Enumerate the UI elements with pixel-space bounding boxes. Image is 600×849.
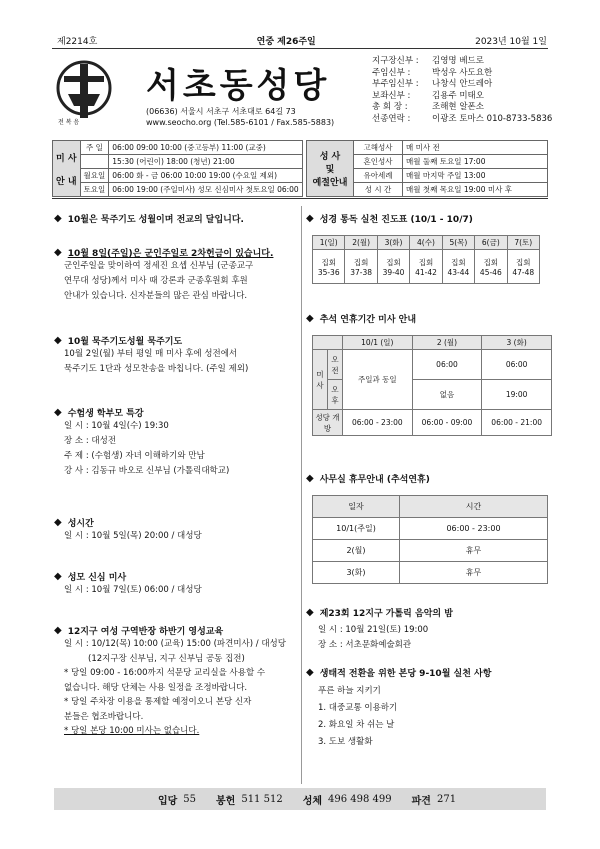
top-rule <box>52 48 548 49</box>
bible-reading-section <box>306 212 551 284</box>
offertory-label: 봉헌 <box>216 795 236 807</box>
dismissal-label: 파견 <box>411 795 431 807</box>
diamond-icon: ◆ <box>306 473 314 484</box>
notice-holy-hour: ◆ 성시간 일 시 : 10월 5일(목) 20:00 / 대성당 <box>54 517 202 541</box>
mass-label: 미 사 안 내 <box>53 141 81 197</box>
notice-mission-month <box>54 212 299 225</box>
concert-section: ◆ 제23회 12지구 가톨릭 음악의 밤 일 시 : 10월 21일(토) 19:00 장 소 : 서초문화예술회관 <box>306 607 453 650</box>
notice-title: 수험생 학부모 특강 <box>67 409 144 419</box>
diamond-icon: ◆ <box>54 517 62 528</box>
staff-row: 부주임신부 : 나창식 안드레아 <box>372 79 493 89</box>
diamond-icon: ◆ <box>54 407 62 418</box>
section-rule <box>52 198 548 199</box>
staff-row: 지구장신부 : 김영명 베드로 <box>372 56 484 66</box>
svg-text:전 복 음: 전 복 음 <box>58 119 80 126</box>
liturgical-season: 연중 제26주일 <box>256 37 316 47</box>
diamond-icon: ◆ <box>54 247 62 258</box>
notice-title: 12지구 여성 구역반장 하반기 영성교육 <box>67 627 224 637</box>
notice-title: 성모 신심 미사 <box>67 573 127 583</box>
notice-title: 성시간 <box>67 519 94 529</box>
section-title: 성경 통독 실천 진도표 (10/1 - 10/7) <box>319 215 473 225</box>
reading-table: 1(일) 2(월) 3(화) 4(수) 5(목) 6(금) 7(토) 집회 35-36 집회 37-38 집회 39-40 집회 41-42 집회 43-44 집회 45-46 집회 47-48 <box>312 235 540 284</box>
notice-marian-mass: ◆ 성모 신심 미사 일 시 : 10월 7일(토) 06:00 / 대성당 <box>54 571 202 595</box>
notice-women-education: ◆ 12지구 여성 구역반장 하반기 영성교육 일 시 : 10/12(목) 10:00 (교육) 15:00 (파견미사) / 대성당 (12지구장 신부님, 지구 신부님 공동 집전) * 당일 09:00 - 16:00까지 석문당 교리실을 사용할 수 없습니다. 해당 단체는 사용 일정을 조정바랍니다. * 당일 주차장 이용을 통제할 예정이오니 본당 신자 분들은 협조바랍니다. * 당일 본당 10:00 미사는 없습니다. <box>54 625 286 736</box>
diamond-icon: ◆ <box>306 313 314 324</box>
notice-title: 10월 묵주기도성월 묵주기도 <box>67 337 183 347</box>
eco-section: ◆ 생태적 전환을 위한 본당 9-10월 실천 사항 푸른 하늘 지키기 1. 대중교통 이용하기 2. 화요일 차 쉬는 날 3. 도보 생활화 <box>306 667 492 747</box>
staff-row: 보좌신부 : 김용주 미태오 <box>372 90 484 101</box>
office-closure-section <box>306 472 551 584</box>
parish-contact: www.seocho.org (Tel.585-6101 / Fax.585-5883) <box>146 118 335 127</box>
office-table: 일자 시간 10/1(주일) 06:00 - 23:00 2(월) 휴무 3(화) 휴무 <box>312 495 548 584</box>
top-line <box>57 34 547 47</box>
chuseok-mass-section <box>306 312 551 436</box>
diamond-icon: ◆ <box>306 213 314 224</box>
entrance-label: 입당 <box>157 795 178 807</box>
staff-row: 선종연락 : 이광조 토마스 010-8733-5836 <box>372 113 553 124</box>
notice-rosary: ◆ 10월 묵주기도성월 묵주기도 10월 2일(월) 부터 평일 매 미사 후에 성전에서 묵주기도 1단과 성모찬송을 바칩니다. (주일 제외) <box>54 335 249 374</box>
notice-parent-lecture: ◆ 수험생 학부모 특강 일 시 : 10월 4일(수) 19:30 장 소 : 대성전 주 제 : (수험생) 자녀 이해하기와 만남 강 사 : 김동규 바오로 신부님 (가톨릭대학교) <box>54 407 230 476</box>
parish-title: 서초동성당 <box>146 66 331 106</box>
notice-military-sunday: ◆ 10월 8일(주일)은 군인주일로 2차헌금이 있습니다. 군인주일을 맞이하여 정세진 요셉 신부님 (군종교구 연무대 성당)께서 미사 때 강론과 군종후원회 후원 안내가 있습니다. 신자분들의 많은 관심 바랍니다. <box>54 247 274 301</box>
parish-address-block <box>146 106 334 128</box>
diamond-icon: ◆ <box>54 213 62 224</box>
notice-title: 10월은 묵주기도 성월이며 전교의 달입니다. <box>67 215 244 225</box>
section-title: 생태적 전환을 위한 본당 9-10월 실천 사항 <box>319 669 492 679</box>
staff-list <box>372 56 552 125</box>
diamond-icon: ◆ <box>54 335 62 346</box>
sacrament-label: 성 사 및 예절안내 <box>307 141 354 197</box>
column-divider <box>301 206 302 784</box>
diamond-icon: ◆ <box>306 667 314 678</box>
notice-title: 10월 8일(주일)은 군인주일로 2차헌금이 있습니다. <box>67 249 274 259</box>
hymn-numbers-bar: 입당 55 봉헌 511 512 성체 496 498 499 파견 271 <box>54 788 546 810</box>
issue-number: 제2214호 <box>57 37 98 47</box>
staff-row: 총 회 장 : 조해현 알폰소 <box>372 102 484 112</box>
diamond-icon: ◆ <box>306 607 314 618</box>
chuseok-table: 10/1 (일) 2 (월) 3 (화) 미 사 오 전 주일과 동일 06:00 06:00 오 후 없음 19:00 성당 개방 06:00 - 23:00 06:00 - 09:00 06:00 - 21:00 <box>312 335 552 436</box>
communion-label: 성체 <box>302 795 323 807</box>
section-title: 사무실 휴무안내 (추석연휴) <box>319 475 430 485</box>
parish-logo-icon <box>54 58 114 128</box>
section-title: 제23회 12지구 가톨릭 음악의 밤 <box>319 609 453 619</box>
diamond-icon: ◆ <box>54 625 62 636</box>
diamond-icon: ◆ <box>54 571 62 582</box>
staff-row: 주임신부 : 박성우 사도요한 <box>372 67 493 78</box>
sacrament-table: 성 사 및 예절안내 고해성사 매 미사 전 혼인성사 매월 둘째 토요일 17:00 유아세례 매월 마지막 주일 13:00 성 시 간 매월 첫째 목요일 19:00 미사 후 <box>306 140 548 197</box>
mass-schedule-table: 미 사 안 내 주 일 06:00 09:00 10:00 (중고등부) 11:00 (교중) 15:30 (어린이) 18:00 (청년) 21:00 월요일 06:00 화 - 금 06:00 10:00 19:00 (수요일 제외) 토요일 06:00 19:00 (주일미사) 성모 신심미사 첫토요일 06:00 <box>52 140 303 197</box>
issue-date: 2023년 10월 1일 <box>475 37 547 47</box>
parish-address: (06636) 서울시 서초구 서초대로 64길 73 <box>146 107 296 116</box>
section-title: 추석 연휴기간 미사 안내 <box>319 315 417 325</box>
